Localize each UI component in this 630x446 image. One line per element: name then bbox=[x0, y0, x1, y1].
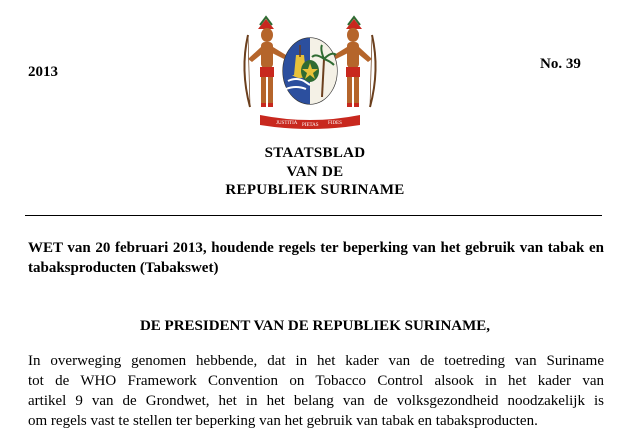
suriname-coat-of-arms-icon bbox=[236, 15, 384, 133]
law-title: WET van 20 februari 2013, houdende regels ter beperking van het gebruik van tabak en tabaksproducten (Tabakswet) bbox=[28, 240, 604, 276]
gazette-title-line-2: VAN DE bbox=[286, 164, 344, 180]
motto-word-1: JUSTITIA bbox=[276, 121, 298, 126]
left-supporter-figure bbox=[244, 17, 286, 107]
motto-word-2: PIETAS bbox=[302, 123, 319, 128]
horizontal-divider bbox=[25, 215, 602, 216]
preamble-line: om regels vast te stellen ter beperking van het gebruik van tabak en tabaksproducten. bbox=[28, 413, 538, 429]
coat-of-arms-shield bbox=[283, 38, 337, 104]
motto-ribbon bbox=[260, 115, 360, 129]
preamble-line: tot de WHO Framework Convention on Tobacco Control alsook in het kader van bbox=[28, 373, 604, 389]
preamble-line: In overweging genomen hebbende, dat in het kader van de toetreding van Suriname bbox=[28, 353, 604, 369]
right-supporter-figure bbox=[334, 17, 376, 107]
motto-word-3: FIDES bbox=[328, 121, 342, 126]
preamble-line: artikel 9 van de Grondwet, het in het belang van de volksgezondheid noodzakelijk is bbox=[28, 393, 604, 409]
gazette-year: 2013 bbox=[28, 64, 58, 80]
preamble-paragraph bbox=[28, 351, 604, 431]
gazette-title-line-1: STAATSBLAD bbox=[264, 145, 366, 161]
gazette-number: No. 39 bbox=[540, 56, 581, 72]
president-heading: DE PRESIDENT VAN DE REPUBLIEK SURINAME, bbox=[139, 318, 491, 334]
gazette-title-line-3: REPUBLIEK SURINAME bbox=[225, 182, 405, 198]
